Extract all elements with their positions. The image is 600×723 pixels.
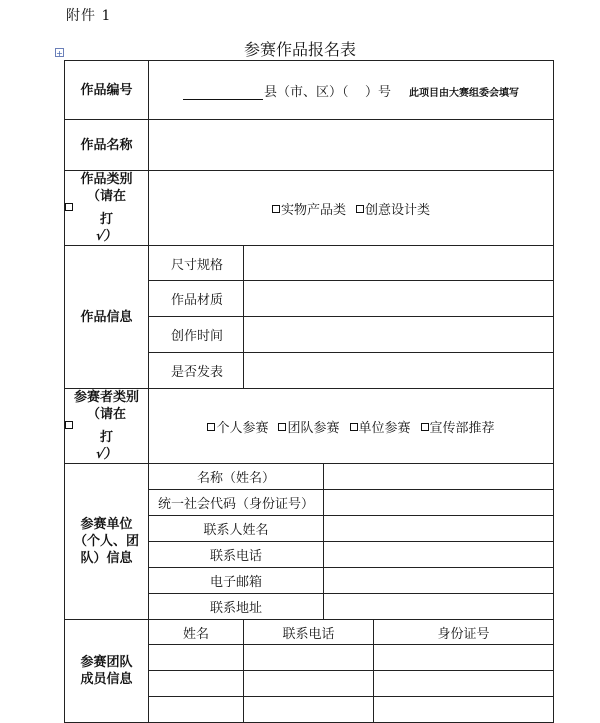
team-member-phone[interactable] (244, 645, 374, 671)
field-email[interactable] (324, 568, 554, 594)
field-label-contact-name: 联系人姓名 (149, 516, 324, 542)
attachment-label: 附件 1 (66, 8, 112, 24)
checkbox-icon[interactable] (272, 205, 280, 213)
field-unit-code[interactable] (324, 490, 554, 516)
row-work-id (65, 61, 554, 120)
team-header-name: 姓名 (149, 620, 244, 645)
checkbox-icon[interactable] (356, 205, 364, 213)
option-creative-design[interactable]: 创意设计类 (356, 203, 430, 218)
organizer-note: 此项目由大赛组委会填写 (409, 87, 520, 99)
team-member-name[interactable] (149, 645, 244, 671)
checkbox-icon[interactable] (350, 423, 358, 431)
label-work-id: 作品编号 (65, 61, 149, 120)
category-options (149, 171, 554, 246)
field-label-unit-code: 统一社会代码（身份证号） (149, 490, 324, 516)
field-address[interactable] (324, 594, 554, 620)
team-header-id: 身份证号 (374, 620, 554, 645)
participant-type-options (149, 389, 554, 464)
form-title: 参赛作品报名表 (243, 40, 356, 59)
option-unit[interactable]: 单位参赛 (350, 421, 411, 436)
checkbox-icon[interactable] (421, 423, 429, 431)
label-work-info: 作品信息 (65, 246, 149, 389)
registration-form-table (64, 60, 554, 723)
field-label-size: 尺寸规格 (149, 246, 244, 281)
option-propaganda-dept[interactable]: 宣传部推荐 (421, 421, 495, 436)
team-member-id[interactable] (374, 671, 554, 697)
option-physical-product[interactable]: 实物产品类 (272, 203, 346, 218)
field-contact-name[interactable] (324, 516, 554, 542)
team-member-phone[interactable] (244, 697, 374, 723)
field-label-address: 联系地址 (149, 594, 324, 620)
label-participant-type: 参赛者类别 （请在 打 √） (65, 389, 149, 464)
field-label-phone: 联系电话 (149, 542, 324, 568)
field-label-time: 创作时间 (149, 317, 244, 353)
field-label-unit-name: 名称（姓名） (149, 464, 324, 490)
checkbox-icon[interactable] (207, 423, 215, 431)
team-header-phone: 联系电话 (244, 620, 374, 645)
label-unit-info: 参赛单位 （个人、团 队）信息 (65, 464, 149, 620)
row-team-header (65, 620, 554, 645)
checkbox-icon[interactable] (278, 423, 286, 431)
county-text: 县（市、区）（ (263, 84, 349, 100)
row-category (65, 171, 554, 246)
team-member-id[interactable] (374, 697, 554, 723)
row-unit-name (65, 464, 554, 490)
row-work-name (65, 120, 554, 171)
table-move-handle-icon[interactable]: + (56, 49, 63, 58)
checkbox-icon (65, 203, 73, 211)
checkbox-icon (65, 421, 73, 429)
field-label-email: 电子邮箱 (149, 568, 324, 594)
label-team-members: 参赛团队 成员信息 (65, 620, 149, 723)
field-unit-name[interactable] (324, 464, 554, 490)
work-id-field[interactable] (149, 61, 554, 120)
field-label-published: 是否发表 (149, 353, 244, 389)
number-text: ）号 (365, 84, 392, 100)
field-phone[interactable] (324, 542, 554, 568)
option-team[interactable]: 团队参赛 (278, 421, 339, 436)
option-individual[interactable]: 个人参赛 (207, 421, 268, 436)
label-category: 作品类别 （请在 打 √） (65, 171, 149, 246)
team-member-name[interactable] (149, 697, 244, 723)
field-label-material: 作品材质 (149, 281, 244, 317)
work-name-field[interactable] (149, 120, 554, 171)
field-time[interactable] (244, 317, 554, 353)
row-participant-type (65, 389, 554, 464)
label-work-name: 作品名称 (65, 120, 149, 171)
field-material[interactable] (244, 281, 554, 317)
team-member-phone[interactable] (244, 671, 374, 697)
team-member-name[interactable] (149, 671, 244, 697)
field-size[interactable] (244, 246, 554, 281)
field-published[interactable] (244, 353, 554, 389)
row-info-size (65, 246, 554, 281)
county-blank[interactable] (183, 87, 263, 100)
team-member-id[interactable] (374, 645, 554, 671)
